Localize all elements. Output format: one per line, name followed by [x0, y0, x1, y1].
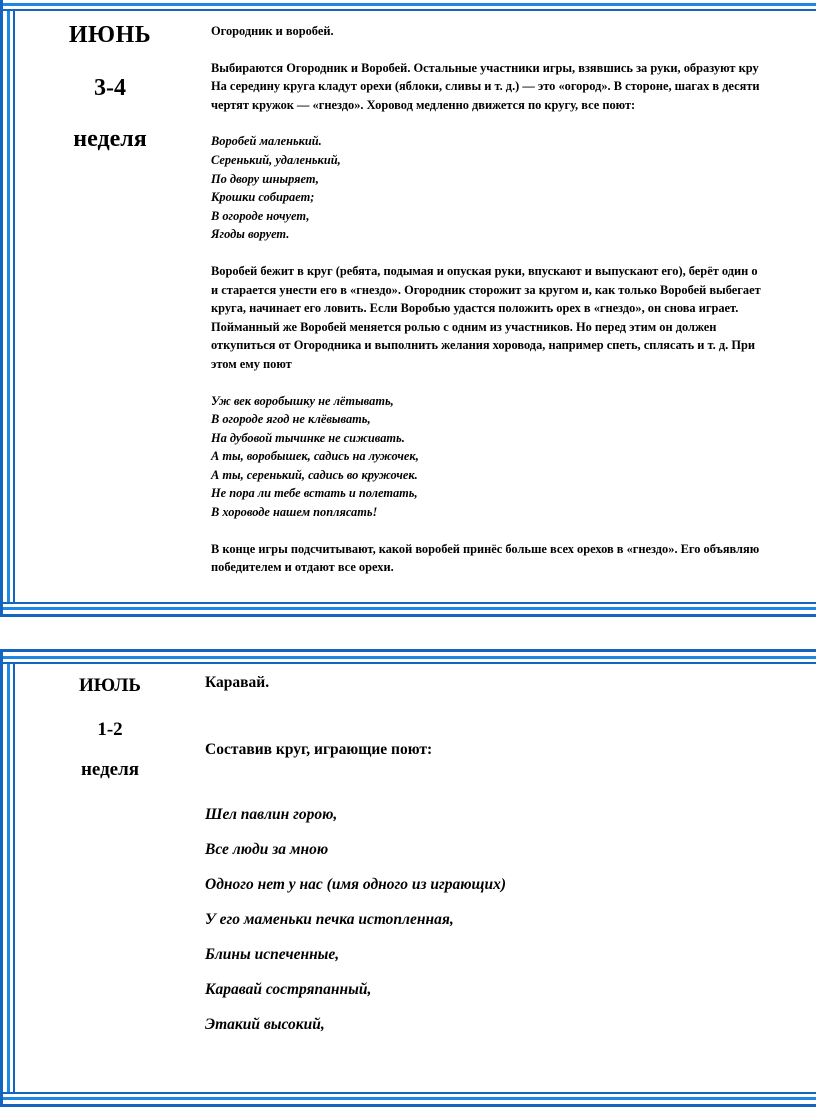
verse-line: Воробей маленький. [211, 134, 322, 149]
verse-line: В хороводе нашем поплясать! [211, 505, 378, 520]
july-game-card [0, 649, 816, 1107]
game-title: Огородник и воробей. [211, 24, 334, 38]
verse-line: Крошки собирает; [211, 190, 315, 205]
week-label: неделя [73, 126, 147, 152]
verse-line: У его маменьки печка истопленная, [205, 911, 454, 928]
verse-line: Все люди за мною [205, 841, 329, 858]
song-verse [211, 132, 816, 244]
verse-line: По двору шныряет, [211, 171, 319, 186]
text-line: победителем и отдают все орехи. [211, 560, 394, 575]
month-label: ИЮНЬ [68, 22, 152, 48]
text-line: откупиться от Огородника и выполнить желания хоровода, например спеть, сплясать и т. д. При [211, 338, 755, 353]
verse-line: Блины испеченные, [205, 946, 340, 963]
verse-line: Серенький, удаленький, [211, 152, 341, 167]
june-period [30, 22, 190, 153]
game-title: Каравай. [205, 674, 270, 691]
verse-line: А ты, серенький, садись во кружочек. [211, 467, 418, 482]
text-line: Выбираются Огородник и Воробей. Остальные участники игры, взявшись за руки, образуют кру [211, 60, 759, 75]
text-line: чертят кружок — «гнездо». Хоровод медленно движется по кругу, все поют: [211, 97, 636, 112]
game-rules-paragraph [211, 59, 816, 115]
verse-line: Каравай состряпанный, [205, 981, 372, 998]
game-intro: Составив круг, играющие поют: [205, 741, 433, 758]
verse-line: Не пора ли тебе встать и полетать, [211, 486, 418, 501]
text-line: В конце игры подсчитывают, какой воробей принёс больше всех орехов в «гнездо». Его объявляю [211, 541, 760, 556]
game-result-paragraph [211, 540, 816, 577]
game-rules-paragraph [211, 262, 816, 374]
verse-line: В огороде ночует, [211, 208, 310, 223]
june-game-text [211, 22, 816, 595]
song-verse [211, 392, 816, 522]
verse-line: На дубовой тычинке не сиживать. [211, 430, 405, 445]
text-line: Пойманный же Воробей меняется ролью с одним из участников. Но перед этим он должен [211, 319, 717, 334]
july-game-text [205, 674, 816, 1051]
verse-line: Шел павлин горою, [205, 806, 338, 823]
week-range: 1-2 [97, 719, 123, 740]
text-line: круга, начинает его ловить. Если Воробью удастся положить орех в «гнездо», он снова играет. [211, 301, 739, 316]
verse-line: Этакий высокий, [205, 1016, 325, 1033]
text-line: и старается унести его в «гнездо». Огородник сторожит за кругом и, как только Воробей выбегает [211, 282, 761, 297]
week-range: 3-4 [94, 75, 126, 101]
july-period [30, 675, 190, 781]
verse-line: Одного нет у нас (имя одного из играющих) [205, 876, 507, 893]
month-label: ИЮЛЬ [79, 675, 141, 696]
text-line: этом ему поют [211, 356, 292, 371]
text-line: На середину круга кладут орехи (яблоки, сливы и т. д.) — это «огород». В стороне, шагах в десяти [211, 79, 760, 94]
week-label: неделя [80, 759, 140, 780]
verse-line: Ягоды ворует. [211, 227, 290, 242]
text-line: Воробей бежит в круг (ребята, подымая и опуская руки, впускают и выпускают его), берёт один о [211, 263, 758, 278]
verse-line: Уж век воробышку не лётывать, [211, 393, 394, 408]
verse-line: А ты, воробышек, садись на лужочек, [211, 449, 419, 464]
verse-line: В огороде ягод не клёвывать, [211, 412, 371, 427]
